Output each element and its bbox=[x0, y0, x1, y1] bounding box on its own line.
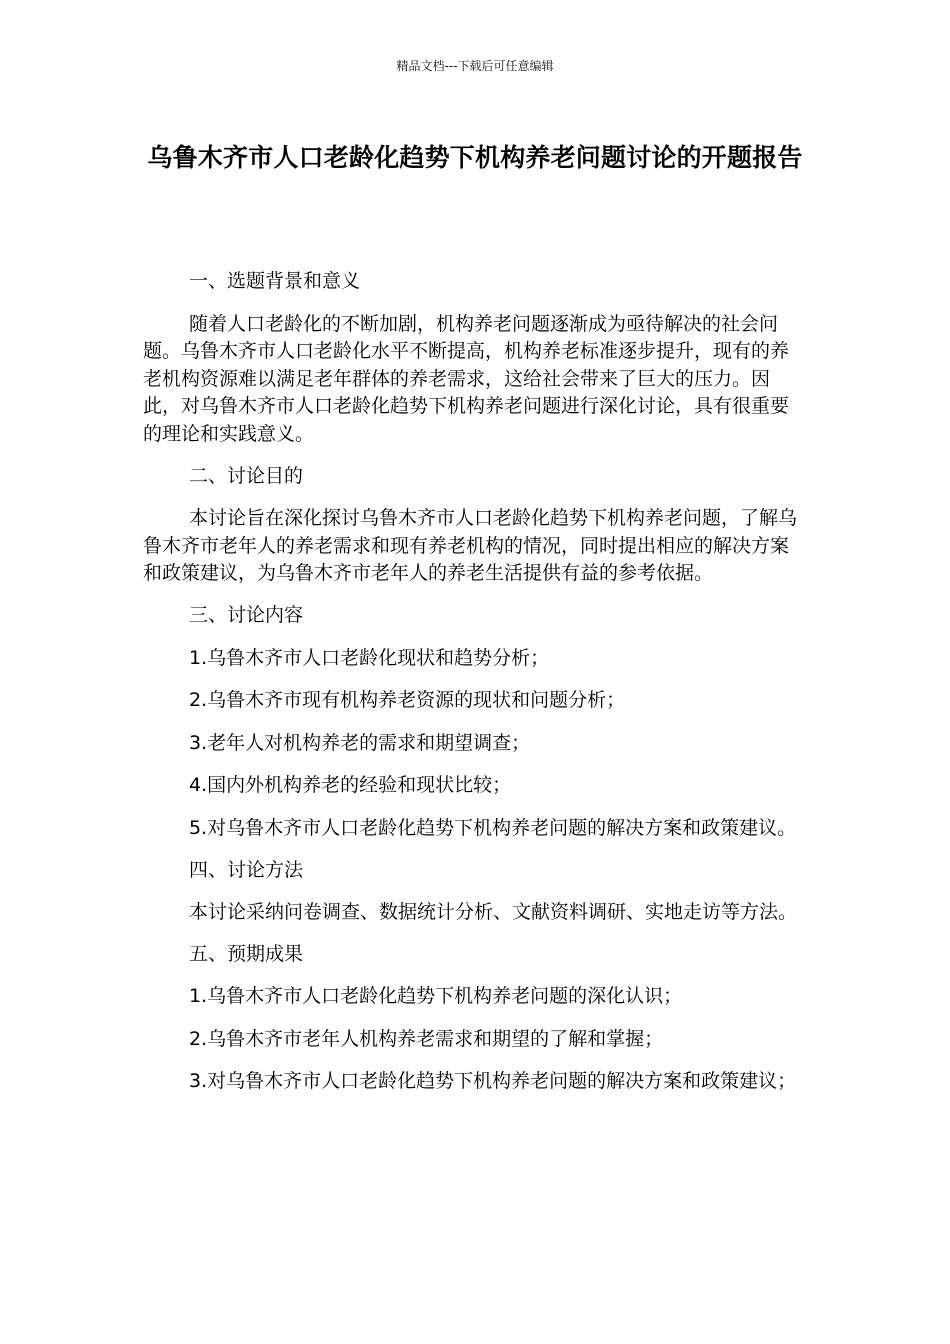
section-body-method: 本讨论采纳问卷调查、数据统计分析、文献资料调研、实地走访等方法。 bbox=[189, 901, 798, 924]
content-item-4: 4.国内外机构养老的经验和现状比较； bbox=[189, 774, 512, 797]
result-item-3: 3.对乌鲁木齐市人口老龄化趋势下机构养老问题的解决方案和政策建议； bbox=[189, 1070, 797, 1093]
section-heading-content: 三、讨论内容 bbox=[189, 603, 304, 626]
content-item-5: 5.对乌鲁木齐市人口老龄化趋势下机构养老问题的解决方案和政策建议。 bbox=[189, 816, 797, 839]
content-item-3: 3.老年人对机构养老的需求和期望调查； bbox=[189, 731, 531, 754]
section-heading-background: 一、选题背景和意义 bbox=[189, 270, 361, 292]
document-body bbox=[143, 268, 798, 1096]
result-item-1: 1.乌鲁木齐市人口老龄化趋势下机构养老问题的深化认识； bbox=[189, 985, 683, 1008]
section-heading-purpose: 二、讨论目的 bbox=[189, 464, 304, 487]
section-heading-results: 五、预期成果 bbox=[189, 942, 304, 965]
result-item-2: 2.乌鲁木齐市老年人机构养老需求和期望的了解和掌握； bbox=[189, 1027, 664, 1050]
section-heading-method: 四、讨论方法 bbox=[189, 858, 304, 881]
section-body-background: 随着人口老龄化的不断加剧，机构养老问题逐渐成为亟待解决的社会问题。乌鲁木齐市人口老龄化水平不断提高，机构养老标准逐步提升，现有的养老机构资源难以满足老年群体的养老需求，这给社会带来了巨大的压力。因此，对乌鲁木齐市人口老龄化趋势下机构养老问题进行深化讨论，具有很重要的理论和实践意义。 bbox=[143, 312, 790, 445]
document-title: 乌鲁木齐市人口老龄化趋势下机构养老问题讨论的开题报告 bbox=[147, 143, 803, 172]
content-item-1: 1.乌鲁木齐市人口老龄化现状和趋势分析； bbox=[189, 646, 550, 669]
header-note: 精品文档---下载后可任意编辑 bbox=[396, 59, 554, 73]
section-body-purpose: 本讨论旨在深化探讨乌鲁木齐市人口老龄化趋势下机构养老问题，了解乌鲁木齐市老年人的养老需求和现有养老机构的情况，同时提出相应的解决方案和政策建议，为乌鲁木齐市老年人的养老生活提供有益的参考依据。 bbox=[143, 507, 798, 585]
content-item-2: 2.乌鲁木齐市现有机构养老资源的现状和问题分析； bbox=[189, 689, 626, 712]
